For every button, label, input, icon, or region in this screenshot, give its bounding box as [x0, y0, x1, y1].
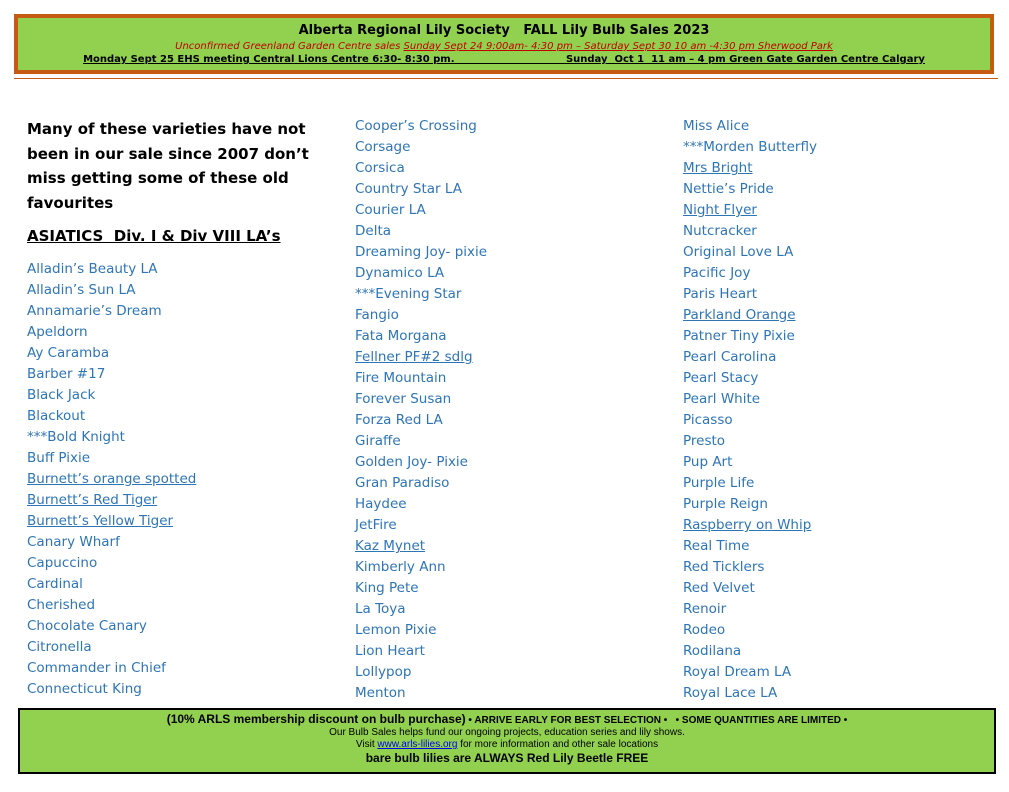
variety-item: Alladin’s Beauty LA [27, 261, 158, 277]
header-event-left: Monday Sept 25 EHS meeting Central Lions Centre 6:30- 8:30 pm. [83, 54, 455, 65]
variety-item: Purple Life [683, 475, 755, 491]
variety-item: Forza Red LA [355, 412, 443, 428]
header-sale-dates [18, 41, 990, 52]
variety-item: Dreaming Joy- pixie [355, 244, 488, 260]
variety-item: Red Ticklers [683, 559, 765, 575]
header-sale-dates-underlined: Sunday Sept 24 9:00am- 4:30 pm – Saturday Sept 30 10 am -4:30 pm Sherwood Park [403, 41, 833, 52]
variety-column-3 [683, 116, 817, 704]
variety-item: Haydee [355, 496, 407, 512]
variety-item: Ay Caramba [27, 345, 110, 361]
variety-item: Nettie’s Pride [683, 181, 774, 197]
variety-item: Forever Susan [355, 391, 452, 407]
variety-item: Corsage [355, 139, 411, 155]
variety-item: Cherished [27, 597, 96, 613]
header-banner [14, 14, 994, 74]
variety-item[interactable]: Burnett’s orange spotted [27, 471, 197, 487]
variety-item: Fangio [355, 307, 399, 323]
variety-item: Paris Heart [683, 286, 758, 302]
website-link[interactable]: www.arls-lilies.org [377, 739, 458, 750]
variety-item[interactable]: Kaz Mynet [355, 538, 426, 554]
variety-item[interactable]: Burnett’s Red Tiger [27, 492, 158, 508]
variety-item: Purple Reign [683, 496, 768, 512]
variety-item: Fata Morgana [355, 328, 447, 344]
header-event-right: Sunday Oct 1 11 am – 4 pm Green Gate Garden Centre Calgary [565, 54, 925, 65]
variety-item: Barber #17 [27, 366, 106, 382]
variety-item: ***Morden Butterfly [683, 139, 817, 155]
variety-column-1 [27, 259, 196, 700]
header-title: Alberta Regional Lily Society FALL Lily Bulb Sales 2023 [298, 23, 710, 38]
footer-notices: • ARRIVE EARLY FOR BEST SELECTION • • SOME QUANTITIES ARE LIMITED • [465, 715, 848, 726]
variety-item: Royal Dream LA [683, 664, 792, 680]
variety-item: Canary Wharf [27, 534, 120, 550]
variety-item: Original Love LA [683, 244, 794, 260]
variety-item: Rodeo [683, 622, 726, 638]
footer-banner [18, 708, 996, 774]
variety-item: Corsica [355, 160, 405, 176]
variety-item: ***Evening Star [355, 286, 462, 302]
variety-item: ***Bold Knight [27, 429, 125, 445]
variety-item: Golden Joy- Pixie [355, 454, 468, 470]
intro-text: Many of these varieties have not been in our sale since 2007 don’t miss getting some of these old favourites [27, 120, 309, 212]
section-heading: ASIATICS Div. I & Div VIII LA’s [27, 227, 281, 245]
variety-item: Cooper’s Crossing [355, 118, 477, 134]
header-events [18, 54, 990, 65]
footer-visit-prefix: Visit [355, 739, 378, 750]
variety-item: La Toya [355, 601, 406, 617]
variety-item[interactable]: Fellner PF#2 sdlg [355, 349, 473, 365]
footer-line-4: bare bulb lilies are ALWAYS Red Lily Beetle FREE [365, 751, 649, 765]
variety-item: Lollypop [355, 664, 412, 680]
footer-line-1 [20, 712, 994, 726]
variety-item: Real Time [683, 538, 750, 554]
variety-item: Country Star LA [355, 181, 462, 197]
variety-item: Pearl White [683, 391, 761, 407]
variety-item: Kimberly Ann [355, 559, 446, 575]
variety-item: Commander in Chief [27, 660, 166, 676]
variety-item: Miss Alice [683, 118, 750, 134]
variety-item: Apeldorn [27, 324, 88, 340]
variety-item: JetFire [355, 517, 397, 533]
footer-visit-suffix: for more information and other sale locations [457, 739, 659, 750]
variety-item: King Pete [355, 580, 419, 596]
variety-item[interactable]: Parkland Orange [683, 307, 796, 323]
header-rule [14, 78, 998, 79]
footer-line-2: Our Bulb Sales helps fund our ongoing projects, education series and lily shows. [329, 727, 685, 738]
variety-item: Cardinal [27, 576, 83, 592]
variety-item[interactable]: Night Flyer [683, 202, 757, 218]
variety-item: Giraffe [355, 433, 401, 449]
variety-item: Renoir [683, 601, 727, 617]
variety-item: Pup Art [683, 454, 733, 470]
variety-item[interactable]: Burnett’s Yellow Tiger [27, 513, 174, 529]
variety-item: Pacific Joy [683, 265, 751, 281]
variety-item: Blackout [27, 408, 86, 424]
variety-item: Capuccino [27, 555, 98, 571]
variety-item: Alladin’s Sun LA [27, 282, 136, 298]
variety-item: Pearl Carolina [683, 349, 777, 365]
variety-item: Red Velvet [683, 580, 755, 596]
variety-item: Nutcracker [683, 223, 757, 239]
variety-item: Chocolate Canary [27, 618, 147, 634]
variety-item: Citronella [27, 639, 92, 655]
variety-item: Pearl Stacy [683, 370, 759, 386]
variety-item: Dynamico LA [355, 265, 445, 281]
variety-item: Presto [683, 433, 726, 449]
variety-item[interactable]: Raspberry on Whip [683, 517, 812, 533]
variety-item: Picasso [683, 412, 733, 428]
variety-item: Menton [355, 685, 406, 701]
variety-item: Fire Mountain [355, 370, 447, 386]
variety-item: Annamarie’s Dream [27, 303, 162, 319]
variety-item: Patner Tiny Pixie [683, 328, 795, 344]
variety-item: Connecticut King [27, 681, 142, 697]
variety-item: Buff Pixie [27, 450, 91, 466]
variety-column-2 [355, 116, 487, 704]
header-sale-prefix: Unconfirmed Greenland Garden Centre sales [175, 41, 404, 52]
variety-item: Courier LA [355, 202, 426, 218]
variety-item: Royal Lace LA [683, 685, 778, 701]
variety-item: Gran Paradiso [355, 475, 450, 491]
variety-item[interactable]: Mrs Bright [683, 160, 753, 176]
variety-item: Black Jack [27, 387, 96, 403]
variety-item: Lion Heart [355, 643, 425, 659]
variety-item: Lemon Pixie [355, 622, 437, 638]
variety-item: Rodilana [683, 643, 742, 659]
variety-item: Delta [355, 223, 392, 239]
footer-line-3 [20, 739, 994, 750]
footer-discount: (10% ARLS membership discount on bulb purchase) [166, 712, 466, 726]
